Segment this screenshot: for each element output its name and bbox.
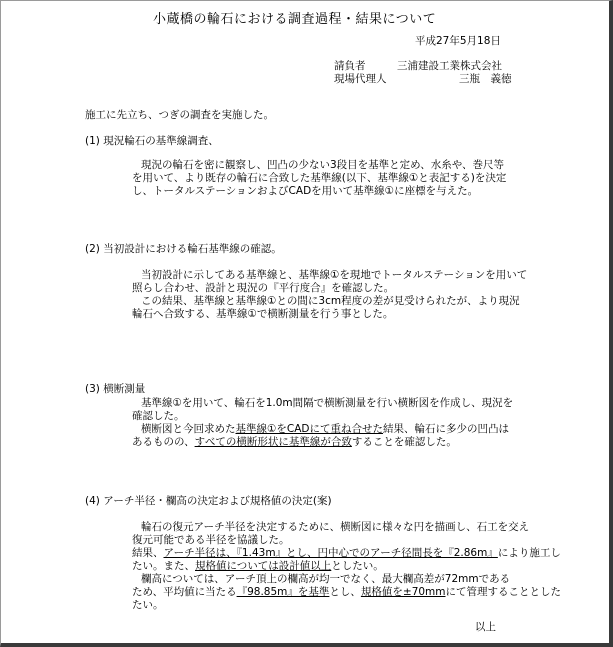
section-3-heading: (3) 横断測量 xyxy=(85,383,146,395)
document-date: 平成27年5月18日 xyxy=(415,35,501,47)
section-1-line: し、トータルステーションおよびCADを用いて基準線①に座標を与えた。 xyxy=(132,185,479,197)
section-2-line: この結果、基準線と基準線①との間に3cm程度の差が見受けられたが、より現況 xyxy=(141,295,520,307)
intro-text: 施工に先立ち、つぎの調査を実施した。 xyxy=(85,109,274,121)
underlined-text: 規格値を±70mm xyxy=(360,586,446,598)
section-3-line: 基準線①を用いて、輪石を1.0m間隔で横断測量を行い横断図を作成し、現況を xyxy=(141,397,514,409)
plain-text: あるものの、 xyxy=(132,436,195,448)
plain-text: たい。また、 xyxy=(132,560,195,572)
section-1-line: 現況の輪石を密に観察し、凹凸の少ない3段目を基準と定め、水糸や、巻尺等 xyxy=(141,159,505,171)
section-4-line xyxy=(132,586,561,599)
site-agent-name: 三瓶 義徳 xyxy=(459,73,512,85)
underlined-text: アーチ半径は、『1.43m』とし、円中心でのアーチ径間長を『2.86m』 xyxy=(163,547,498,559)
closing-text: 以上 xyxy=(475,621,496,633)
section-4-line: 欄高については、アーチ頂上の欄高が均一でなく、最大欄高差が72mmである xyxy=(141,573,511,585)
section-3-line: 確認した。 xyxy=(132,410,185,422)
section-4-line xyxy=(132,560,384,573)
section-2-line: 輪石へ合致する、基準線①で横断測量を行う事とした。 xyxy=(132,308,394,320)
section-4-line xyxy=(132,547,561,560)
plain-text: により施工し xyxy=(497,547,561,559)
underlined-text: すべての横断形状に基準線が合致 xyxy=(194,436,352,448)
contractor-name: 三浦建設工業株式会社 xyxy=(397,60,502,72)
document-title: 小蔵橋の輪石における調査過程・結果について xyxy=(153,12,437,27)
section-4-line: 復元可能である半径を協議した。 xyxy=(132,534,290,546)
section-3-line xyxy=(132,436,457,449)
section-1-line: を用いて、より既存の輪石に合致した基準線(以下、基準線①と表記する)を決定 xyxy=(132,172,507,184)
section-3-line xyxy=(141,423,509,436)
plain-text: としたい。 xyxy=(331,560,384,572)
plain-text: 横断図と今回求めた xyxy=(141,423,236,435)
section-2-line: 当初設計に示してある基準線と、基準線①を現地でトータルステーションを用いて xyxy=(141,269,528,281)
section-1-heading: (1) 現況輪石の基準線調査、 xyxy=(85,135,219,147)
underlined-text: 規格値については設計値以上 xyxy=(195,560,332,572)
section-2-heading: (2) 当初設計における輪石基準線の確認。 xyxy=(85,243,282,255)
plain-text: することを確認した。 xyxy=(351,436,457,448)
plain-text: とし、 xyxy=(329,586,361,598)
section-4-heading: (4) アーチ半径・欄高の決定および規格値の決定(案) xyxy=(85,495,332,507)
plain-text: 結果、 xyxy=(132,547,164,559)
plain-text: ため、平均値に当たる xyxy=(132,586,237,598)
section-2-line: 照らし合わせ、設計と現況の『平行度合』を確認した。 xyxy=(132,282,395,294)
contractor-label: 請負者 xyxy=(334,60,366,72)
underlined-text: 基準線①をCADにて重ね合せた xyxy=(235,423,384,435)
plain-text: にて管理することとした xyxy=(445,586,562,598)
site-agent-label: 現場代理人 xyxy=(334,73,387,85)
section-4-line: たい。 xyxy=(132,599,164,611)
plain-text: 結果、輪石に多少の凹凸は xyxy=(383,423,510,435)
section-4-line: 輪石の復元アーチ半径を決定するために、横断図に様々な円を描画し、石工を交え xyxy=(141,521,530,533)
underlined-text: 『98.85m』を基準 xyxy=(236,586,330,598)
